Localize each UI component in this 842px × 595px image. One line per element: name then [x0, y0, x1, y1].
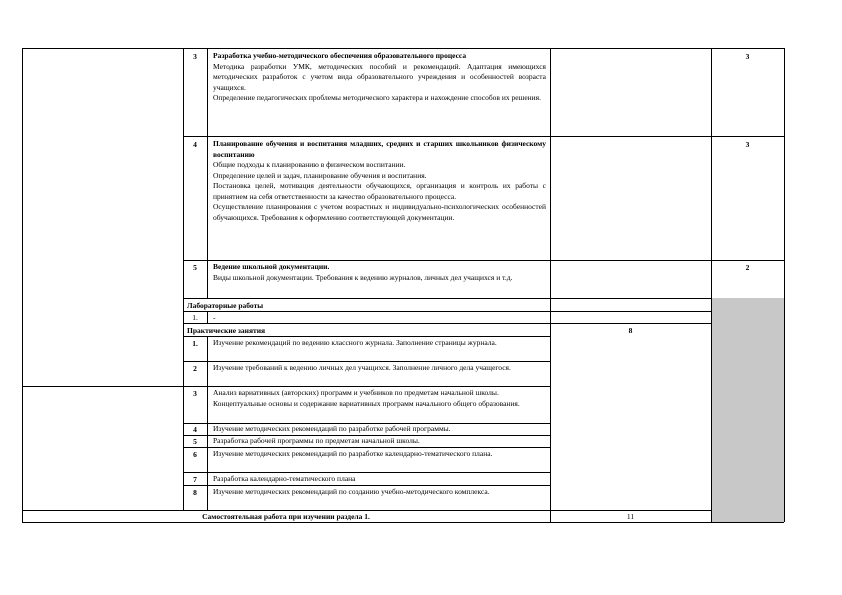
- row-number: 1.: [192, 313, 198, 322]
- table-border: [22, 48, 784, 49]
- row-number: 4: [193, 425, 197, 434]
- table-border: [183, 472, 550, 473]
- topic-text: Методика разработки УМК, методических пособий и рекомендаций. Адаптация имеющихся методических разработок с учетом вида образовательного учреждения и особенностей возраста учащихся.: [213, 61, 546, 92]
- row-number: 5: [193, 437, 197, 446]
- table-border: [183, 447, 550, 448]
- table-border: [183, 298, 711, 299]
- topic-title: Разработка учебно-методического обеспечения образовательного процесса: [213, 51, 467, 60]
- row-number: 3: [193, 52, 197, 61]
- row-number: 8: [193, 488, 197, 497]
- row-number: 3: [193, 389, 197, 398]
- topic-text: Осуществление планирования с учетом возрастных и индивидуально-психологических особенностей обучающихся. Требования к оформлению соответствующей документации.: [213, 202, 546, 222]
- table-border: [550, 48, 551, 522]
- table-border: [22, 386, 550, 387]
- topic-text: Постановка целей, мотивация деятельности обучающихся, организация и контроль их работы с принятием на себя ответственности за качество образовательного процесса.: [213, 181, 546, 201]
- topic-text: Виды школьной документации. Требования к ведению журналов, личных дел учащихся и т.д.: [213, 272, 513, 282]
- table-border: [22, 48, 23, 522]
- practice-item: Разработка календарно-тематического плана: [213, 474, 356, 483]
- level-value: 2: [745, 263, 750, 272]
- level-value: 3: [745, 52, 750, 61]
- table-border: [183, 323, 711, 324]
- level-value: 3: [745, 140, 750, 149]
- topic-title: Ведение школьной документации.: [213, 262, 330, 271]
- selfwork-hours: 11: [626, 512, 635, 521]
- table-border: [183, 336, 550, 337]
- practice-item: Изучение методических рекомендаций по созданию учебно-методического комплекса.: [213, 487, 490, 496]
- table-border: [207, 311, 208, 323]
- selfwork-title: Самостоятельная работа при изучении раздела 1.: [202, 512, 370, 521]
- practice-item: Изучение требований к ведению личных дел учащихся. Заполнение личного дела учащегося.: [213, 363, 511, 372]
- table-border: [183, 136, 784, 137]
- row-number: 2: [193, 364, 197, 373]
- labs-text: -: [213, 313, 216, 322]
- practice-item: Изучение рекомендаций по ведению классного журнала. Заполнение страницы журнала.: [213, 338, 497, 347]
- row-number: 7: [193, 475, 197, 484]
- practice-item: Изучение методических рекомендаций по разработке календарно-тематического плана.: [213, 449, 493, 458]
- practice-item: Изучение методических рекомендаций по разработке рабочей программы.: [213, 424, 451, 433]
- table-border: [183, 485, 550, 486]
- row-number: 1.: [192, 339, 198, 348]
- topic-description: [213, 51, 546, 104]
- table-border: [22, 522, 784, 523]
- labs-title: Лабораторные работы: [187, 301, 264, 310]
- topic-text: Определение целей и задач, планирование обучения и воспитания.: [213, 170, 427, 180]
- practice-hours: 8: [628, 326, 633, 335]
- topic-text: Общие подходы к планированию в физическом воспитании.: [213, 160, 406, 169]
- row-number: 6: [193, 450, 197, 459]
- practice-title: Практические занятия: [187, 326, 266, 335]
- practice-item: Анализ вариативных (авторских) программ и учебников по предметам начальной школы. Концептуальные основы и содержание вариативных программ начального общего образования.: [213, 388, 520, 408]
- topic-description: [213, 262, 546, 283]
- table-border: [183, 361, 550, 362]
- topic-title: Планирование обучения и воспитания младших, средних и старших школьников физическому воспитанию: [213, 139, 546, 159]
- row-number: 4: [193, 140, 197, 149]
- table-border: [183, 311, 711, 312]
- topic-text: Определение педагогических проблемы методического характера и нахождение способов их решения.: [213, 93, 542, 102]
- practice-item: Разработка рабочей программы по предметам начальной школы.: [213, 436, 420, 445]
- topic-description: [213, 139, 546, 223]
- table-border: [183, 260, 784, 261]
- table-border: [784, 48, 785, 522]
- table-border: [711, 48, 712, 522]
- shaded-level-cell: [711, 298, 784, 522]
- table-border: [22, 510, 711, 511]
- row-number: 5: [193, 263, 197, 272]
